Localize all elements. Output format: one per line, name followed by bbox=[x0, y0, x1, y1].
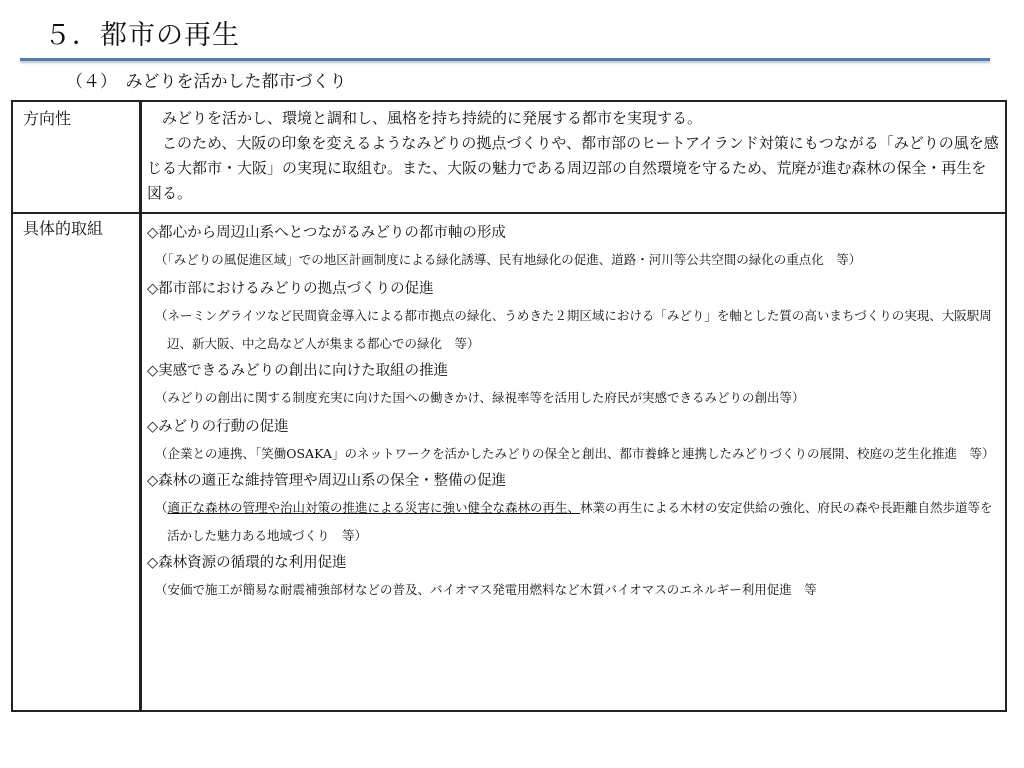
detail-open-paren: （ bbox=[155, 500, 168, 515]
measure-title: ◇都市部におけるみどりの拠点づくりの促進 bbox=[147, 281, 434, 297]
policy-direction-label: 方向性 bbox=[23, 109, 72, 128]
measure-detail: （安価で施工が簡易な耐震補強部材などの普及、バイオマス発電用燃料など木質バイオマスのエネルギー利用促進 等 bbox=[155, 582, 817, 597]
measure-detail: （ネーミングライツなど民間資金導入による都市拠点の緑化、うめきた２期区域における「みどり」を軸とした質の高いまちづくりの実現、大阪駅周辺、新大阪、中之島など人が集まる都心での緑化 等） bbox=[155, 308, 992, 351]
measures-list bbox=[147, 222, 1001, 608]
detail-remainder: 林業の再生による木材の安定供給の強化、府民の森や長距離自然歩道等を活かした魅力ある地域づくり 等） bbox=[167, 500, 993, 543]
measure-title: ◇都心から周辺山系へとつながるみどりの都市軸の形成 bbox=[147, 225, 506, 241]
policy-table bbox=[11, 100, 1007, 712]
section-subtitle: （４） みどりを活かした都市づくり bbox=[66, 72, 347, 92]
measure-title: ◇実感できるみどりの創出に向けた取組の推進 bbox=[147, 363, 449, 379]
title-underline bbox=[20, 58, 990, 61]
measure-detail: （みどりの創出に関する制度充実に向けた国への働きかけ、緑視率等を活用した府民が実感できるみどりの創出等） bbox=[155, 390, 805, 405]
measure-detail bbox=[147, 494, 1001, 550]
row-divider bbox=[13, 212, 1005, 214]
policy-line-2: このため、大阪の印象を変えるようなみどりの拠点づくりや、都市部のヒートアイランド対策にもつながる「みどりの風を感じる大都市・大阪」の実現に取組む。また、大阪の魅力である周辺部の自然環境を守るため、荒廃が進む森林の保全・再生を図る。 bbox=[147, 134, 999, 202]
page-title: ５．都市の再生 bbox=[44, 20, 240, 51]
measure-title: ◇森林資源の循環的な利用促進 bbox=[147, 555, 347, 571]
measure-title: ◇森林の適正な維持管理や周辺山系の保全・整備の促進 bbox=[147, 473, 507, 489]
measures-label: 具体的取組 bbox=[23, 219, 104, 238]
measure-detail: （企業との連携、「笑働OSAKA」のネットワークを活かしたみどりの保全と創出、都市養蜂と連携したみどりづくりの展開、校庭の芝生化推進 等） bbox=[155, 446, 995, 461]
measure-detail: （「みどりの風促進区域」での地区計画制度による緑化誘導、民有地緑化の促進、道路・河川等公共空間の緑化の重点化 等） bbox=[155, 252, 862, 267]
measure-title: ◇みどりの行動の促進 bbox=[147, 419, 289, 435]
underlined-detail: 適正な森林の管理や治山対策の推進による災害に強い健全な森林の再生、 bbox=[167, 500, 581, 515]
policy-line-1: みどりを活かし、環境と調和し、風格を持ち持続的に発展する都市を実現する。 bbox=[162, 109, 703, 127]
column-divider bbox=[139, 102, 142, 710]
policy-direction-text bbox=[147, 106, 999, 206]
